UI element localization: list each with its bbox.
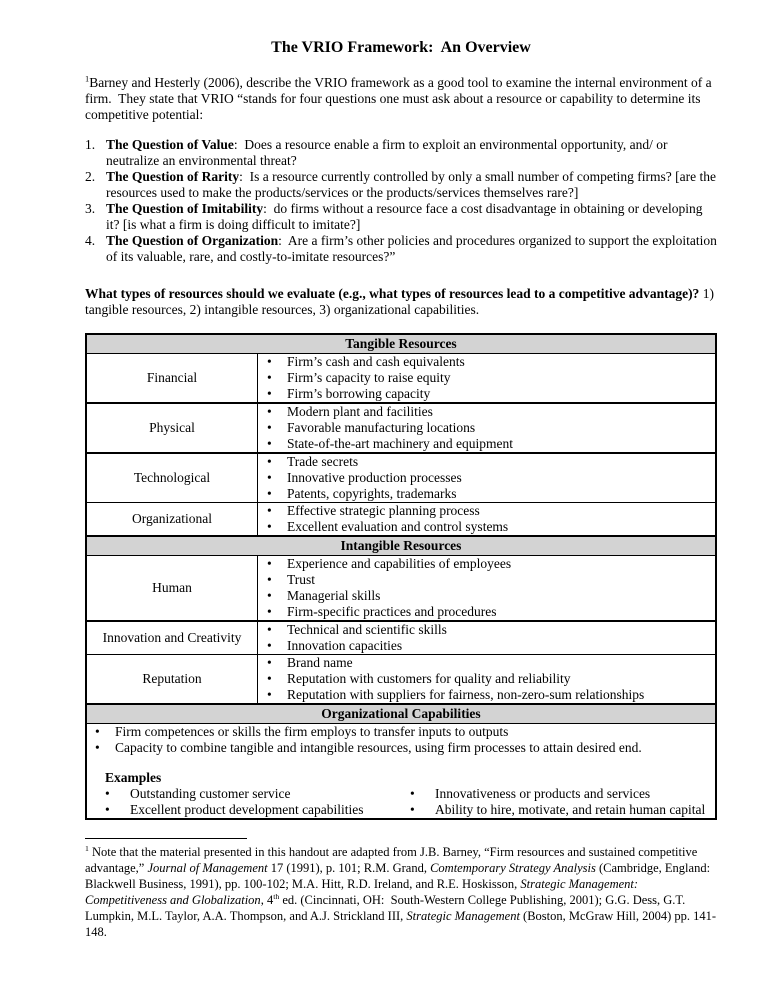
bullet-item: • Modern plant and facilities: [267, 404, 715, 420]
category-cell: Organizational: [86, 503, 258, 537]
footnote-separator: [85, 838, 247, 839]
category-cell: Innovation and Creativity: [86, 621, 258, 655]
question-item: [85, 137, 717, 169]
bullet-item: • Favorable manufacturing locations: [267, 420, 715, 436]
table-row-org-capabilities: [86, 724, 716, 820]
bullet-item: • Reputation with customers for quality and reliability: [267, 671, 715, 687]
section-header-row: [86, 334, 716, 354]
bullet-item: • Experience and capabilities of employees: [267, 556, 715, 572]
items-cell: [258, 621, 717, 655]
table-row-reputation: [86, 655, 716, 705]
question-term: The Question of Value: [106, 137, 234, 152]
bullet-item: • Trust: [267, 572, 715, 588]
bullet-item: • Outstanding customer service: [105, 786, 410, 802]
category-cell: Physical: [86, 403, 258, 453]
question-text: [106, 201, 717, 233]
bullet-list: [87, 724, 715, 756]
question-number: 4.: [85, 233, 96, 248]
bullet-item: • Firm’s borrowing capacity: [267, 386, 715, 402]
table-row-physical: [86, 403, 716, 453]
intro-text: Barney and Hesterly (2006), describe the VRIO framework as a good tool to examine the internal environment of a firm. They state that VRIO “stands for four questions one must ask about a resource or capability to determine its competitive potential:: [85, 75, 715, 122]
bullet-item: • Excellent evaluation and control systems: [267, 519, 715, 535]
bullet-item: • Firm’s capacity to raise equity: [267, 370, 715, 386]
items-cell: [258, 403, 717, 453]
question-item: [85, 169, 720, 201]
resources-table: [85, 333, 717, 820]
question-text: [106, 233, 721, 265]
bullet-item: • Technical and scientific skills: [267, 622, 715, 638]
questions-list: [85, 137, 721, 265]
examples-label: Examples: [105, 770, 162, 785]
bullet-list: [258, 454, 715, 502]
bullet-item: • Managerial skills: [267, 588, 715, 604]
bullet-list: [258, 556, 715, 620]
bullet-item: • Innovative production processes: [267, 470, 715, 486]
examples-columns: [105, 786, 715, 818]
question-number: 2.: [85, 169, 96, 184]
items-cell: [258, 354, 717, 404]
category-cell: Technological: [86, 453, 258, 503]
bullet-item: • Trade secrets: [267, 454, 715, 470]
bullet-item: • Ability to hire, motivate, and retain human capital: [410, 802, 715, 818]
question-text: [106, 137, 717, 169]
question-body: : Are a firm’s other policies and procedures organized to support the exploitation of its valuable, rare, and costly-to-imitate resources?”: [106, 233, 721, 264]
section-header-org-capabilities: Organizational Capabilities: [86, 704, 716, 724]
bullet-item: • Brand name: [267, 655, 715, 671]
table-row-innovation: [86, 621, 716, 655]
category-cell: Financial: [86, 354, 258, 404]
items-cell: [258, 556, 717, 622]
bullet-item: • Innovation capacities: [267, 638, 715, 654]
items-cell: [258, 503, 717, 537]
bullet-item: • Innovativeness or products and services: [410, 786, 715, 802]
question-number: 1.: [85, 137, 96, 152]
category-cell: Human: [86, 556, 258, 622]
evaluate-question: What types of resources should we evaluate (e.g., what types of resources lead to a competitive advantage)?: [85, 286, 700, 301]
footnote: [85, 838, 717, 940]
question-term: The Question of Rarity: [106, 169, 240, 184]
items-cell: [258, 655, 717, 705]
section-header-row: [86, 536, 716, 556]
question-item: [85, 201, 717, 233]
question-body: : do firms without a resource face a cost disadvantage in obtaining or developing it? [is what a firm is doing difficult to imitate?]: [106, 201, 706, 232]
question-body: : Does a resource enable a firm to exploit an environmental opportunity, and/ or neutralize an environmental threat?: [106, 137, 671, 168]
bullet-item: • State-of-the-art machinery and equipment: [267, 436, 715, 452]
question-number: 3.: [85, 201, 96, 216]
bullet-item: • Firm-specific practices and procedures: [267, 604, 715, 620]
section-header-row: [86, 704, 716, 724]
examples-left-column: [105, 786, 410, 818]
question-text: [106, 169, 720, 201]
footnote-marker: 1: [85, 74, 90, 84]
bullet-list: [258, 622, 715, 654]
table-row-technological: [86, 453, 716, 503]
section-header-tangible: Tangible Resources: [86, 334, 716, 354]
page-title: The VRIO Framework: An Overview: [271, 39, 531, 56]
table-row-financial: [86, 354, 716, 404]
question-item: [85, 233, 721, 265]
question-term: The Question of Organization: [106, 233, 279, 248]
table-row-human: [86, 556, 716, 622]
question-term: The Question of Imitability: [106, 201, 264, 216]
bullet-item: • Patents, copyrights, trademarks: [267, 486, 715, 502]
examples-right-column: [410, 786, 715, 818]
footnote-text: $^1$ Note that the material presented in this handout are adapted from J.B. Barney, “Firm resources and sustained competitive advantage,” Journal of Management 17 (1991), p. 101; R.M. Grand, Comtemporary Strategy Analysis (Cambridge, England: Blackwell Business, 1991), pp. 100-102; M.A. Hitt, R.D. Ireland, and R.E. Hoskisson, Strategic Management: Competitiveness and Globalization, 4th ed. (Cincinnati, OH: South-Western College Publishing, 2001); G.G. Dess, G.T. Lumpkin, M.L. Taylor, A.A. Thompson, and A.J. Strickland III, Strategic Management (Boston, McGraw Hill, 2004) pp. 141-148.: [85, 843, 717, 939]
intro-paragraph: [85, 75, 717, 123]
bullet-item: • Excellent product development capabilities: [105, 802, 410, 818]
bullet-list: [258, 404, 715, 452]
bullet-item: • Capacity to combine tangible and intangible resources, using firm processes to attain desired end.: [95, 740, 715, 756]
items-cell: [258, 453, 717, 503]
document-content: [85, 38, 721, 820]
evaluate-paragraph: [85, 286, 717, 318]
section-header-intangible: Intangible Resources: [86, 536, 716, 556]
examples-block: [87, 770, 715, 818]
evaluate-answer: 1) tangible resources, 2) intangible resources, 3) organizational capabilities.: [85, 286, 718, 317]
bullet-item: • Firm’s cash and cash equivalents: [267, 354, 715, 370]
bullet-list: [258, 354, 715, 402]
category-cell: Reputation: [86, 655, 258, 705]
org-capabilities-cell: [86, 724, 716, 820]
question-body: : Is a resource currently controlled by only a small number of competing firms? [are the resources used to make the products/services or the products/services themselves rare?]: [106, 169, 720, 200]
bullet-item: • Effective strategic planning process: [267, 503, 715, 519]
bullet-item: • Firm competences or skills the firm employs to transfer inputs to outputs: [95, 724, 715, 740]
bullet-item: • Reputation with suppliers for fairness, non-zero-sum relationships: [267, 687, 715, 703]
bullet-list: [258, 503, 715, 535]
table-row-organizational: [86, 503, 716, 537]
bullet-list: [258, 655, 715, 703]
